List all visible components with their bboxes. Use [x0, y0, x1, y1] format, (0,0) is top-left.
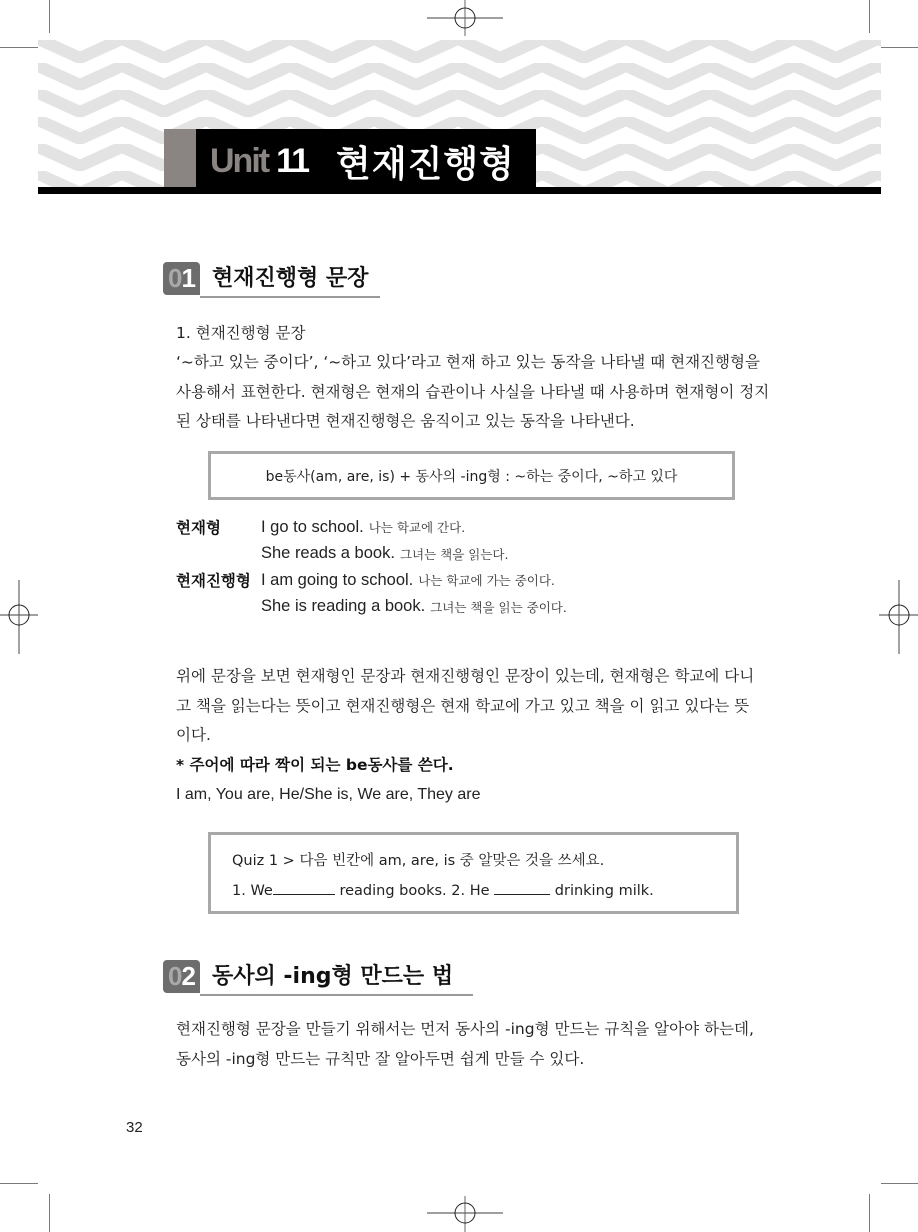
example-row	[176, 514, 567, 541]
title-accent-block	[164, 129, 196, 187]
section-heading-02	[163, 960, 453, 993]
example-english: She is reading a book.	[261, 597, 426, 616]
crop-mark-top-right-h	[881, 47, 918, 48]
section-title: 현재진행형 문장	[212, 266, 369, 291]
quiz-questions: 1. We reading books. 2. He drinking milk.	[232, 883, 654, 899]
registration-mark-right-icon	[879, 580, 918, 654]
section-title: 동사의 -ing형 만드는 법	[212, 964, 454, 989]
subheading: 1. 현재진행형 문장	[176, 324, 306, 342]
example-list	[176, 514, 567, 620]
be-verb-note: * 주어에 따라 짝이 되는 be동사를 쓴다.	[176, 755, 454, 774]
example-row	[176, 594, 567, 621]
unit-title: 현재진행형	[336, 144, 515, 185]
crop-mark-bottom-right-v	[869, 1194, 870, 1232]
section2-paragraph: 현재진행형 문장을 만들기 위해서는 먼저 동사의 -ing형 만드는 규칙을 알아야 하는데, 동사의 -ing형 만드는 규칙만 잘 알아두면 쉽게 만들 수 있다.	[176, 1020, 754, 1068]
crop-mark-bottom-left-h	[0, 1183, 38, 1184]
crop-mark-top-left-v	[49, 0, 50, 33]
intro-paragraph: ‘~하고 있는 중이다’, ‘~하고 있다’라고 현재 하고 있는 동작을 나타낼 때 현재진행형을 사용해서 표현한다. 현재형은 현재의 습관이나 사실을 나타낼 때 사용하며 현재형이 정지 된 상태를 나타낸다면 현재진행형은 움직이고 있는 동작을 나타낸다.	[176, 353, 770, 430]
formula-text: be동사(am, are, is) + 동사의 -ing형 : ~하는 중이다, ~하고 있다	[265, 468, 678, 485]
section-heading-01	[163, 262, 368, 295]
section-number-badge: 0 2	[163, 960, 200, 993]
unit-title-block	[196, 129, 536, 194]
section-underline	[200, 994, 473, 996]
registration-mark-top-icon	[427, 0, 503, 36]
section-number-badge: 0 1	[163, 262, 200, 295]
example-row	[176, 567, 567, 594]
example-korean: 나는 학교에 가는 중이다.	[418, 573, 555, 589]
example-english: I am going to school.	[261, 570, 414, 589]
quiz-instruction: Quiz 1 > 다음 빈칸에 am, are, is 중 알맞은 것을 쓰세요.	[232, 853, 605, 869]
example-label: 현재진행형	[176, 572, 251, 591]
subject-verb-pairs: I am, You are, He/She is, We are, They are	[176, 786, 481, 803]
example-row	[176, 541, 567, 568]
unit-number: 11	[276, 142, 309, 180]
unit-label: Unit	[210, 142, 269, 180]
section-underline	[200, 296, 380, 298]
page-number: 32	[126, 1119, 143, 1136]
example-korean: 나는 학교에 간다.	[368, 520, 466, 536]
explanation-paragraph: 위에 문장을 보면 현재형인 문장과 현재진행형인 문장이 있는데, 현재형은 학교에 다니 고 책을 읽는다는 뜻이고 현재진행형은 현재 학교에 가고 있고 책을 이 읽고 있다는 뜻 이다. * 주어에 따라 짝이 되는 be동사를 쓴다. I am, You are, He/She is, We are, They are	[176, 662, 776, 810]
quiz-blank-1[interactable]	[273, 881, 335, 895]
crop-mark-bottom-right-h	[881, 1183, 918, 1184]
formula-box	[208, 451, 735, 500]
example-label: 현재형	[176, 519, 221, 538]
crop-mark-bottom-left-v	[49, 1194, 50, 1232]
quiz-box	[208, 832, 739, 914]
example-korean: 그녀는 책을 읽는다.	[399, 546, 509, 562]
example-korean: 그녀는 책을 읽는 중이다.	[430, 599, 567, 615]
registration-mark-left-icon	[0, 580, 40, 654]
registration-mark-bottom-icon	[427, 1196, 503, 1232]
crop-mark-top-left-h	[0, 47, 38, 48]
example-english: She reads a book.	[261, 544, 395, 563]
quiz-blank-2[interactable]	[494, 881, 550, 895]
example-english: I go to school.	[261, 517, 364, 536]
crop-mark-top-right-v	[869, 0, 870, 33]
